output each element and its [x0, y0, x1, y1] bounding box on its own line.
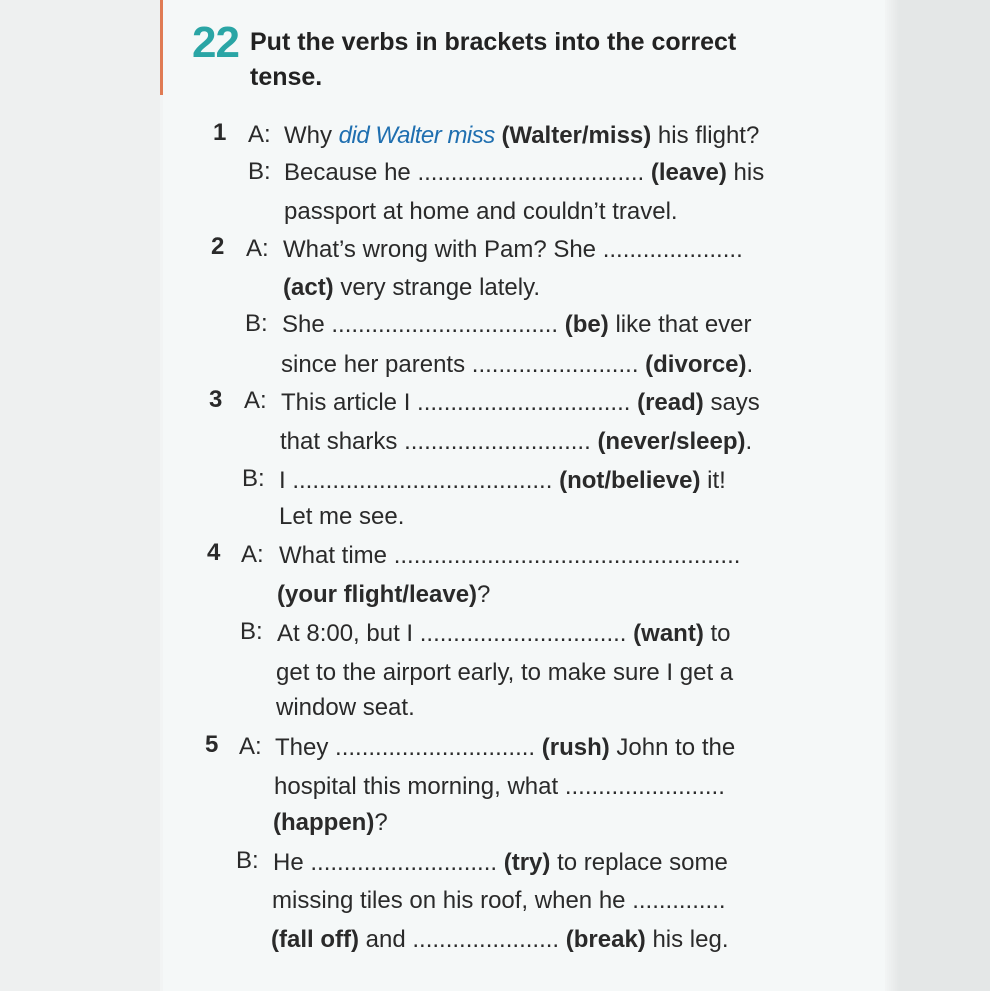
answer-blank[interactable]: .........................	[471, 351, 639, 378]
item-number: 3	[209, 386, 223, 413]
answer-blank[interactable]: ..............................	[335, 734, 536, 761]
speaker-a: A:	[248, 121, 271, 148]
verb-prompt: (break)	[565, 926, 646, 953]
line-text: They	[275, 734, 329, 761]
verb-prompt: (act)	[283, 274, 334, 301]
line-text: ?	[374, 809, 388, 836]
item-line: get to the airport early, to make sure I get a	[276, 659, 734, 686]
item-line	[281, 350, 753, 380]
line-text: What’s wrong with Pam? She	[283, 236, 597, 263]
item-line: Let me see.	[279, 503, 405, 530]
exercise-title	[250, 25, 810, 95]
line-text: that sharks	[280, 428, 398, 455]
item-line	[284, 158, 764, 188]
line-text: At 8:00, but I	[277, 620, 414, 647]
speaker-b: B:	[242, 465, 265, 492]
answer-blank[interactable]: ........................	[564, 773, 725, 800]
answer-blank[interactable]: ...............................	[419, 620, 627, 647]
line-text: Why	[284, 122, 332, 149]
line-text: John to the	[616, 734, 736, 761]
verb-prompt: (Walter/miss)	[501, 122, 652, 149]
item-line	[277, 619, 731, 649]
speaker-a: A:	[246, 235, 269, 262]
item-number: 5	[205, 731, 219, 758]
item-line: window seat.	[276, 694, 415, 721]
item-line	[273, 848, 728, 878]
item-line	[283, 235, 743, 265]
item-line	[282, 310, 752, 340]
line-text: .	[746, 351, 754, 378]
line-text: ?	[477, 581, 491, 608]
item-line	[272, 886, 726, 916]
item-line	[279, 541, 740, 571]
line-text: his flight?	[657, 122, 760, 149]
item-number: 1	[213, 119, 227, 146]
exercise-number: 22	[192, 18, 239, 67]
answer-blank[interactable]: ..................................	[331, 311, 559, 338]
example-answer: did Walter miss	[338, 122, 495, 149]
line-text: and	[365, 926, 406, 953]
verb-prompt: (try)	[503, 849, 551, 876]
answer-blank[interactable]: ................................	[417, 389, 631, 416]
speaker-b: B:	[240, 618, 263, 645]
line-text: like that ever	[615, 311, 752, 338]
verb-prompt: (happen)	[273, 809, 375, 836]
item-line	[277, 580, 490, 610]
verb-prompt: (fall off)	[271, 926, 359, 953]
item-line	[273, 808, 388, 838]
item-line	[279, 466, 726, 496]
item-line	[271, 925, 729, 955]
line-text: missing tiles on his roof, when he	[272, 887, 626, 914]
line-text: his	[733, 159, 765, 186]
line-text: He	[273, 849, 304, 876]
verb-prompt: (want)	[633, 620, 704, 647]
answer-blank[interactable]: ............................	[310, 849, 498, 876]
left-margin	[0, 0, 160, 991]
line-text: This article I	[281, 389, 411, 416]
item-number: 4	[207, 539, 221, 566]
line-text: Because he	[284, 159, 411, 186]
line-text: She	[282, 311, 325, 338]
line-text: to replace some	[557, 849, 728, 876]
exercise-title-line2: tense.	[250, 63, 323, 91]
line-text: .	[745, 428, 753, 455]
answer-blank[interactable]: ..............	[632, 887, 726, 914]
answer-blank[interactable]: ......................	[412, 926, 560, 953]
accent-bar	[160, 0, 163, 95]
speaker-a: A:	[239, 733, 262, 760]
item-line: passport at home and couldn’t travel.	[284, 198, 678, 225]
line-text: it!	[707, 467, 726, 494]
line-text: What time	[279, 542, 388, 569]
item-line	[281, 388, 760, 418]
verb-prompt: (your flight/leave)	[277, 581, 478, 608]
line-text: very strange lately.	[340, 274, 540, 301]
verb-prompt: (leave)	[650, 159, 727, 186]
item-number: 2	[211, 233, 225, 260]
speaker-a: A:	[244, 387, 267, 414]
speaker-a: A:	[241, 541, 264, 568]
line-text: says	[710, 389, 760, 416]
item-line	[280, 427, 752, 457]
verb-prompt: (not/believe)	[559, 467, 701, 494]
right-margin	[885, 0, 990, 991]
answer-blank[interactable]: ..................................	[417, 159, 645, 186]
verb-prompt: (never/sleep)	[597, 428, 746, 455]
line-text: to	[710, 620, 731, 647]
exercise-title-line1: Put the verbs in brackets into the correct	[250, 28, 737, 56]
item-line	[275, 733, 735, 763]
item-line	[274, 772, 725, 802]
speaker-b: B:	[245, 310, 268, 337]
line-text: his leg.	[652, 926, 729, 953]
speaker-b: B:	[236, 847, 259, 874]
line-text: hospital this morning, what	[274, 773, 559, 800]
item-line	[283, 273, 540, 303]
verb-prompt: (divorce)	[645, 351, 747, 378]
line-text: I	[279, 467, 286, 494]
line-text: since her parents	[281, 351, 466, 378]
answer-blank[interactable]: ....................................................	[393, 542, 741, 569]
verb-prompt: (rush)	[541, 734, 610, 761]
answer-blank[interactable]: .....................	[602, 236, 743, 263]
verb-prompt: (read)	[637, 389, 704, 416]
item-line	[284, 121, 759, 151]
verb-prompt: (be)	[564, 311, 609, 338]
speaker-b: B:	[248, 158, 271, 185]
answer-blank[interactable]: .......................................	[292, 467, 553, 494]
answer-blank[interactable]: ............................	[404, 428, 591, 455]
